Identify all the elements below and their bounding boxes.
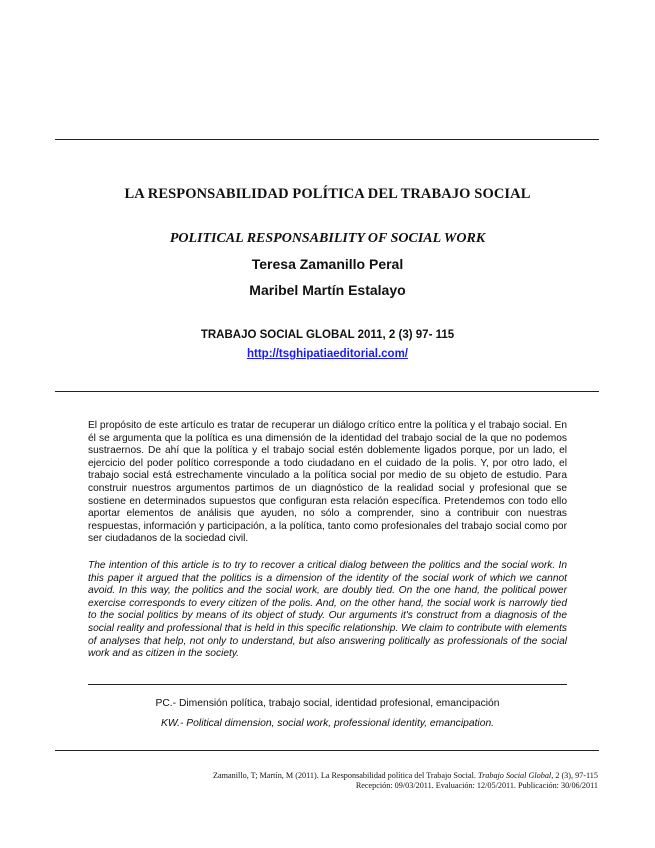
author-1: Teresa Zamanillo Peral — [251, 256, 404, 272]
journal-reference: TRABAJO SOCIAL GLOBAL 2011, 2 (3) 97- 115 — [200, 329, 455, 341]
header-bottom-rule — [55, 391, 599, 392]
citation-line — [213, 771, 598, 781]
citation-journal: Trabajo Social Global — [477, 771, 552, 780]
article-subtitle: POLITICAL RESPONSABILITY OF SOCIAL WORK — [169, 231, 486, 246]
journal-link[interactable]: http://tsghipatiaeditorial.com/ — [246, 348, 408, 360]
top-rule — [55, 139, 599, 140]
citation-volume: , 2 (3), 97-115 — [551, 771, 598, 780]
abstract-spanish: El propósito de este artículo es tratar de recuperar un diálogo crítico entre la política y el trabajo social. En él se argumenta que la política es una dimensión de la identidad del trabajo social de la que no podemos sustraernos. De ahí que la política y el trabajo social estén doblemente ligados porque, por un lado, el ejercicio del poder político corresponde a todo ciudadano en el cuidado de la polis. Y, por otro lado, el trabajo social está estrechamente vinculado a la política social por medio de su objeto de estudio. Para construir nuestros argumentos partimos de un diagnóstico de la realidad social y profesional que se sostiene en determinados supuestos que configuran esta relación específica. Pretendemos con todo ello aportar elementos de análisis que ayuden, no sólo a comprender, sino a contribuir con nuestras respuestas, información y participación, a la política, tanto como profesionales del trabajo social como por ser ciudadanos de la sociedad civil. — [88, 420, 567, 545]
abstract-english: The intention of this article is to try to recover a critical dialog between the politics and the social work. In this paper it argued that the politics is a dimension of the identity of the social work of which we cannot avoid. In this way, the politics and the social work, are doubly tied. On the one hand, the political power exercise corresponds to every citizen of the polis. And, on the other hand, the social work is narrowly tied to the social politics by means of its object of study. Our arguments it's construct from a diagnosis of the social reality and professional that is held in this specific relationship. We claim to contribute with elements of analyses that help, not only to understand, but also answering politically as professionals of the social work and as citizen in the society. — [88, 560, 567, 660]
author-2: Maribel Martín Estalayo — [249, 282, 406, 298]
keywords-spanish: PC.- Dimensión política, trabajo social, identidad profesional, emancipación — [155, 698, 500, 709]
citation-authors-title: Zamanillo, T; Martín, M (2011). La Responsabilidad política del Trabajo Social. — [213, 771, 476, 780]
keywords-english: KW.- Political dimension, social work, professional identity, emancipation. — [160, 718, 495, 729]
footer-rule — [55, 750, 599, 751]
citation-dates: Recepción: 09/03/2011. Evaluación: 12/05/2011. Publicación: 30/06/2011 — [355, 781, 598, 790]
article-title: LA RESPONSABILIDAD POLÍTICA DEL TRABAJO SOCIAL — [124, 186, 531, 202]
keywords-rule — [88, 684, 567, 685]
